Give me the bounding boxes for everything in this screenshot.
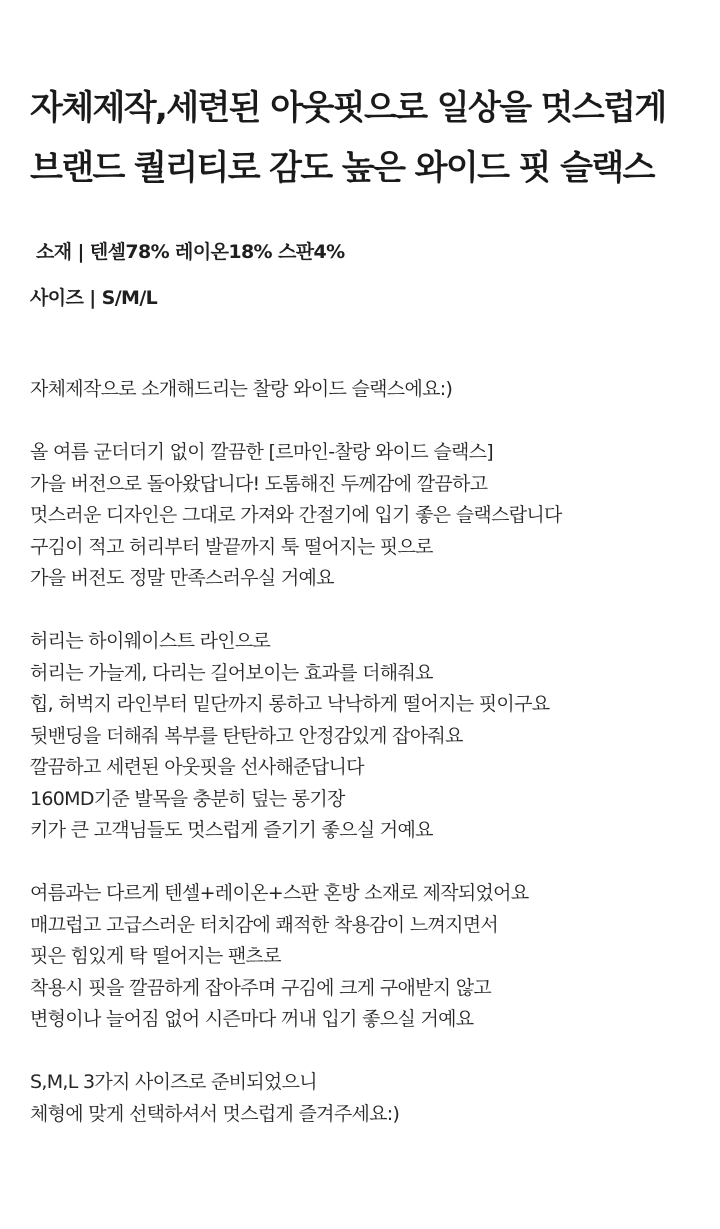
description-line: 가을 버전도 정말 만족스러우실 거예요 <box>30 567 334 589</box>
size-value: S/M/L <box>101 287 158 309</box>
description-line: 착용시 핏을 깔끔하게 잡아주며 구김에 크게 구애받지 않고 <box>30 976 492 999</box>
description-line: 여름과는 다르게 텐셀+레이온+스판 혼방 소재로 제작되었어요 <box>30 882 529 904</box>
description-line: 가을 버전으로 돌아왔답니다! 도톰해진 두께감에 깔끔하고 <box>30 472 488 495</box>
description-line: 허리는 하이웨이스트 라인으로 <box>30 630 271 652</box>
product-description <box>30 374 710 1130</box>
description-line: 올 여름 군더더기 없이 깔끔한 [르마인-찰랑 와이드 슬랙스] <box>30 441 494 463</box>
description-paragraph <box>30 626 710 847</box>
size-spec <box>30 284 157 312</box>
description-paragraph <box>30 878 710 1036</box>
description-line: 깔끔하고 세련된 아웃핏을 선사해준답니다 <box>30 756 364 778</box>
description-line: 매끄럽고 고급스러운 터치감에 쾌적한 착용감이 느껴지면서 <box>30 913 499 936</box>
description-line: 구김이 적고 허리부터 발끝까지 툭 떨어지는 핏으로 <box>30 535 433 558</box>
material-value: 텐셀78% 레이온18% 스판4% <box>89 241 345 263</box>
material-label: 소재 <box>36 241 72 263</box>
description-line: 자체제작으로 소개해드리는 찰랑 와이드 슬랙스에요:) <box>30 378 453 400</box>
size-label: 사이즈 <box>30 287 84 309</box>
description-paragraph <box>30 1067 710 1130</box>
material-spec <box>36 238 345 266</box>
spec-separator: | <box>77 241 84 263</box>
description-line: 핏은 힘있게 탁 떨어지는 팬츠로 <box>30 945 281 967</box>
description-line: 변형이나 늘어짐 없어 시즌마다 꺼내 입기 좋으실 거예요 <box>30 1008 474 1030</box>
spec-separator: | <box>89 287 96 309</box>
description-line: 뒷밴딩을 더해줘 복부를 탄탄하고 안정감있게 잡아줘요 <box>30 724 463 747</box>
description-line: 허리는 가늘게, 다리는 길어보이는 효과를 더해줘요 <box>30 661 433 684</box>
description-line: 160MD기준 발목을 충분히 덮는 롱기장 <box>30 787 345 810</box>
description-line: 체형에 맞게 선택하셔서 멋스럽게 즐겨주세요:) <box>30 1102 400 1125</box>
headline-line-2: 브랜드 퀄리티로 감도 높은 와이드 핏 슬랙스 <box>30 148 654 188</box>
product-headline <box>30 78 710 198</box>
description-line: 키가 큰 고객님들도 멋스럽게 즐기기 좋으실 거예요 <box>30 819 433 841</box>
description-paragraph <box>30 374 710 406</box>
description-line: S,M,L 3가지 사이즈로 준비되었으니 <box>30 1071 317 1093</box>
description-line: 멋스러운 디자인은 그대로 가져와 간절기에 입기 좋은 슬랙스랍니다 <box>30 504 562 526</box>
description-paragraph <box>30 437 710 595</box>
description-line: 힙, 허벅지 라인부터 밑단까지 롱하고 낙낙하게 떨어지는 핏이구요 <box>30 693 550 715</box>
headline-line-1: 자체제작,세련된 아웃핏으로 일상을 멋스럽게 <box>30 88 666 128</box>
